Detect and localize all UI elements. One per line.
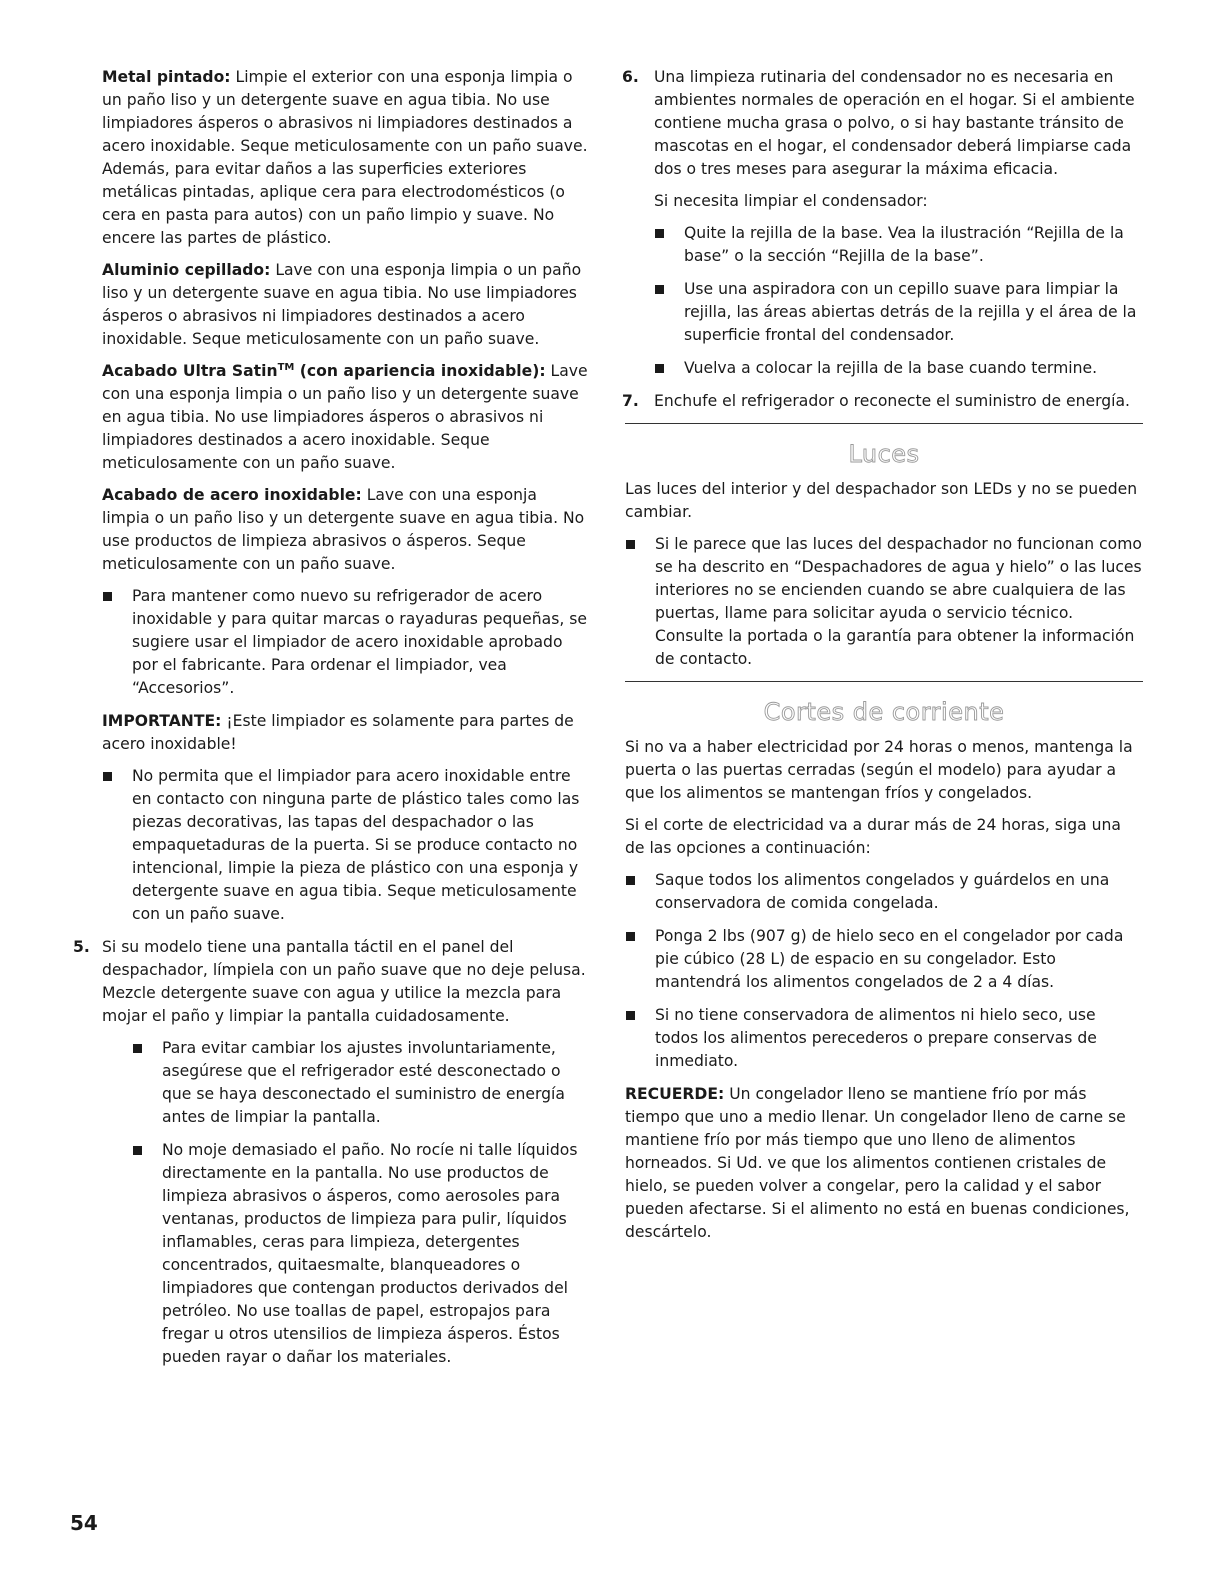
aluminio-paragraph [102, 259, 588, 351]
aluminio-label: Aluminio cepillado: [102, 261, 271, 279]
right-column [622, 66, 1143, 1253]
step-5 [73, 936, 588, 1028]
step-7-text: Enchufe el refrigerador o reconecte el suministro de energía. [654, 392, 1130, 410]
left-column [73, 66, 588, 1379]
list-item: Vuelva a colocar la rejilla de la base cuando termine. [654, 357, 1143, 380]
importante-bullet: No permita que el limpiador para acero inoxidable entre en contacto con ninguna parte de plástico tales como las piezas decorativas, las tapas del despachador o las empaquetaduras de la puerta. Si se produce contacto no intencional, limpie la pieza de plástico con una esponja y detergente suave en agua tibia. Seque meticulosamente con un paño suave. [102, 765, 588, 926]
importante-label: IMPORTANTE: [102, 712, 222, 730]
list-item: Para evitar cambiar los ajustes involuntariamente, asegúrese que el refrigerador esté desconectado o que se haya desconectado el suministro de energía antes de limpiar la pantalla. [132, 1037, 588, 1129]
ultra-satin-label-b: (con apariencia inoxidable): [294, 362, 546, 380]
step-6 [622, 66, 1143, 181]
luces-paragraph: Las luces del interior y del despachador son LEDs y no se pueden cambiar. [625, 480, 1138, 521]
step-5-number: 5. [73, 938, 90, 956]
step-6-number: 6. [622, 68, 639, 86]
step-6-subtitle: Si necesita limpiar el condensador: [654, 192, 928, 210]
trademark-mark: TM [277, 362, 295, 373]
metal-pintado-paragraph [102, 66, 588, 250]
ultra-satin-text: Lave con una esponja limpia o un paño liso y un detergente suave en agua tibia. No use limpiadores ásperos o abrasivos ni limpiadores destinados a acero inoxidable. Seque meticulosamente con un paño suave. [102, 362, 588, 472]
step-5-text: Si su modelo tiene una pantalla táctil en el panel del despachador, límpiela con un paño suave que no deje pelusa. Mezcle detergente suave con agua y utilice la mezcla para mojar el paño y limpiar la pantalla cuidadosamente. [102, 938, 586, 1025]
section-divider [625, 423, 1143, 424]
ultra-satin-label-a: Acabado Ultra Satin [102, 362, 278, 380]
importante-text: ¡Este limpiador es solamente para partes de acero inoxidable! [102, 712, 574, 753]
list-item: Si no tiene conservadora de alimentos ni hielo seco, use todos los alimentos perecederos o prepare conservas de inmediato. [625, 1004, 1143, 1073]
acero-paragraph [102, 484, 588, 576]
list-item: Use una aspiradora con un cepillo suave para limpiar la rejilla, las áreas abiertas detrás de la rejilla y el área de la superficie frontal del condensador. [654, 278, 1143, 347]
section-divider [625, 681, 1143, 682]
step-6-text: Una limpieza rutinaria del condensador no es necesaria en ambientes normales de operación en el hogar. Si el ambiente contiene mucha grasa o polvo, o si hay bastante tránsito de mascotas en el hogar, el condensador deberá limpiarse cada dos o tres meses para asegurar la máxima eficacia. [654, 68, 1135, 178]
cortes-paragraph-1: Si no va a haber electricidad por 24 horas o menos, mantenga la puerta o las puertas cerradas (según el modelo) para ayudar a que los alimentos se mantengan fríos y congelados. [625, 738, 1133, 802]
step-7-number: 7. [622, 392, 639, 410]
ultra-satin-paragraph [102, 360, 588, 475]
metal-pintado-text: Limpie el exterior con una esponja limpia o un paño liso y un detergente suave en agua tibia. No use limpiadores ásperos o abrasivos ni limpiadores destinados a acero inoxidable. Seque meticulosamente con un paño suave. Además, para evitar daños a las superficies exteriores metálicas pintadas, aplique cera para electrodomésticos (o cera en pasta para autos) con un paño limpio y suave. No encere las partes de plástico. [102, 68, 588, 247]
step-5-bullets [102, 1037, 588, 1369]
acero-label: Acabado de acero inoxidable: [102, 486, 362, 504]
acero-bullet: Para mantener como nuevo su refrigerador de acero inoxidable y para quitar marcas o rayaduras pequeñas, se sugiere usar el limpiador de acero inoxidable aprobado por el fabricante. Para ordenar el limpiador, vea “Accesorios”. [102, 585, 588, 700]
recuerde-label: RECUERDE: [625, 1085, 725, 1103]
step-6-bullets [625, 222, 1143, 380]
aluminio-text: Lave con una esponja limpia o un paño liso y un detergente suave en agua tibia. No use limpiadores ásperos o abrasivos ni limpiadores destinados a acero inoxidable. Seque meticulosamente con un paño suave. [102, 261, 582, 348]
step-7 [622, 390, 1143, 413]
list-item: No moje demasiado el paño. No rocíe ni talle líquidos directamente en la pantalla. No use productos de limpieza abrasivos o ásperos, como aerosoles para ventanas, productos de limpieza para pulir, líquidos inflamables, ceras para limpieza, detergentes concentrados, quitaesmalte, blanqueadores o limpiadores que contengan productos derivados del petróleo. No use toallas de papel, estropajos para fregar u otros utensilios de limpieza ásperos. Éstos pueden rayar o dañar los materiales. [132, 1139, 588, 1369]
cortes-heading: Cortes de corriente [763, 698, 1005, 726]
recuerde-text: Un congelador lleno se mantiene frío por más tiempo que uno a medio llenar. Un congelador lleno de carne se mantiene frío por más tiempo que uno lleno de alimentos horneados. Si Ud. ve que los alimentos contienen cristales de hielo, se pueden volver a congelar, pero la calidad y el sabor pueden afectarse. Si el alimento no está en buenas condiciones, descártelo. [625, 1085, 1130, 1241]
list-item: Quite la rejilla de la base. Vea la ilustración “Rejilla de la base” o la sección “Rejilla de la base”. [654, 222, 1143, 268]
metal-pintado-label: Metal pintado: [102, 68, 231, 86]
importante-paragraph [102, 710, 588, 756]
page-number: 54 [70, 1511, 98, 1535]
ultra-satin-label [102, 362, 546, 380]
luces-heading: Luces [848, 440, 920, 468]
acero-text: Lave con una esponja limpia o un paño liso y un detergente suave en agua tibia. No use productos de limpieza abrasivos o ásperos. Seque meticulosamente con un paño suave. [102, 486, 585, 573]
list-item: Saque todos los alimentos congelados y guárdelos en una conservadora de comida congelada. [625, 869, 1143, 915]
list-item: Ponga 2 lbs (907 g) de hielo seco en el congelador por cada pie cúbico (28 L) de espacio en su congelador. Esto mantendrá los alimentos congelados de 2 a 4 días. [625, 925, 1143, 994]
recuerde-paragraph [625, 1083, 1143, 1244]
luces-bullet: Si le parece que las luces del despachador no funcionan como se ha descrito en “Despachadores de agua y hielo” o las luces interiores no se encienden cuando se abre cualquiera de las puertas, llame para solicitar ayuda o servicio técnico. Consulte la portada o la garantía para obtener la información de contacto. [625, 533, 1143, 671]
cortes-paragraph-2: Si el corte de electricidad va a durar más de 24 horas, siga una de las opciones a continuación: [625, 816, 1121, 857]
